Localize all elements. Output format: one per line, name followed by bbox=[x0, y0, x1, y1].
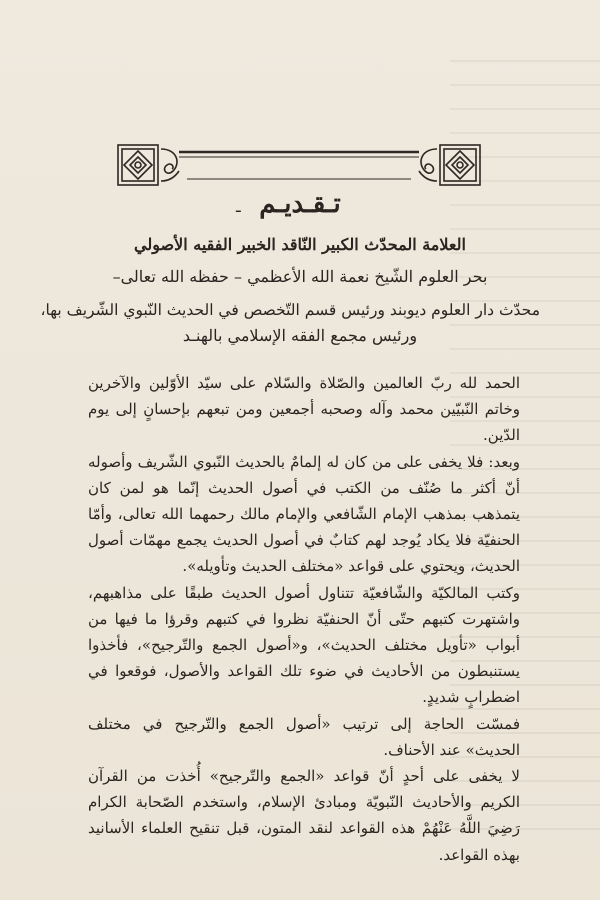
heading-line-4: ورئيس مجمع الفقه الإسلامي بالهنـد bbox=[182, 326, 418, 345]
paragraph: الحمد لله ربّ العالمين والصّلاة والسّلام على سيّد الأوّلين والآخرين وخاتم النّبيّين محمد وآله وصحبه أجمعين ومن تبعهم بإحسانٍ إلى يوم الدّين. bbox=[88, 374, 520, 445]
paragraph: وكتب المالكيّة والشّافعيّة تتناول أصول الحديث طبقًا على مذاهبهم، واشتهرت كتبهم حتّى أنّ الحنفيّة نظروا في كتبهم وقرؤا ما فيها من أبواب «تأويل مختلف الحديث»، و«أصول الجمع والتّرجيح»، فأخذوا يستنبطون من الأحاديث في ضوء تلك القواعد والأصول، فوقعوا في اضطرابٍ شديدٍ. bbox=[88, 583, 520, 707]
decorative-header-ornament-icon bbox=[117, 143, 481, 187]
heading-line-2: بحر العلوم الشّيخ نعمة الله الأعظمي – حفظه الله تعالى– bbox=[112, 267, 488, 286]
heading-line-1: العلامة المحدّث الكبير النّاقد الخبير الفقيه الأصولي bbox=[134, 235, 466, 254]
paragraph: لا يخفى على أحدٍ أنّ قواعد «الجمع والتّرجيح» أُخذت من القرآن الكريم والأحاديث النّبويّة ومبادئ الإسلام، واستخدم الصّحابة الكرام رَضِيَ اللَّهُ عَنْهُمْ هذه القواعد لنقد المتون، قبل تنقيح العلماء الأسانيد بهذه القواعد. bbox=[88, 767, 520, 864]
section-title: تـقـديـم bbox=[259, 189, 341, 219]
paragraph: فمسّت الحاجة إلى ترتيب «أصول الجمع والتّرجيح في مختلف الحديث» عند الأحناف. bbox=[88, 714, 520, 759]
title-dash: ـ bbox=[236, 197, 241, 216]
paragraph: وبعد: فلا يخفى على من كان له إلمامٌ بالحديث النّبوي الشّريف وأصوله أنّ أكثر ما صُنّف من الكتب في أصول الحديث إنّما هو لمن كان يتمذهب بمذهب الإمام الشّافعي والإمام مالك رحمهما الله تعالى، وأمّا الحنفيّة فلا يكاد يُوجد لهم كتابٌ في أصول الحديث يجمع مهمّات أصول الحديث، ويحتوي على قواعد «مختلف الحديث وتأويله». bbox=[88, 452, 520, 576]
body-text bbox=[88, 370, 520, 868]
heading-line-3: محدّث دار العلوم ديوبند ورئيس قسم التّخصص في الحديث النّبوي الشّريف بها، bbox=[40, 301, 540, 319]
